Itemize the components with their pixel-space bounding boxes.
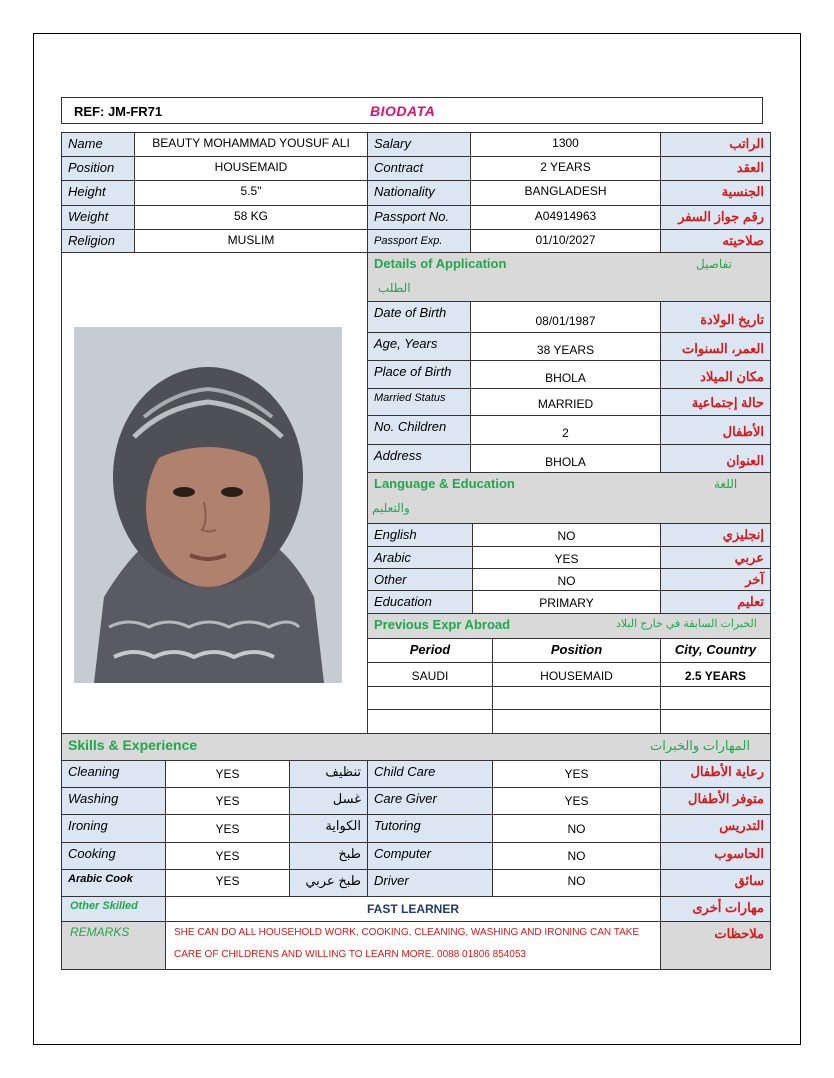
label-weight: Weight	[61, 205, 135, 230]
ar-other-lang: آخر	[660, 568, 771, 591]
section-skills	[61, 733, 771, 761]
skill-value-ironing: YES	[165, 814, 290, 843]
exp-header-city: City, Country	[660, 638, 771, 663]
section-application-ar-2: الطلب	[378, 281, 411, 295]
value-children: 2	[470, 415, 661, 445]
skill-value-cooking: YES	[165, 842, 290, 870]
skill-ar-tutoring: التدريس	[660, 814, 771, 843]
exp-row-3-period	[367, 709, 493, 734]
doc-title: BIODATA	[370, 103, 436, 119]
label-children: No. Children	[367, 415, 471, 445]
skill-ar-arabic-cook: طبخ عربي	[289, 869, 368, 897]
exp-row-3-position	[492, 709, 661, 734]
label-education: Education	[367, 590, 473, 614]
skill-label-care-giver: Care Giver	[367, 787, 493, 815]
ar-nationality: الجنسية	[660, 180, 771, 206]
skill-label-washing: Washing	[61, 787, 166, 815]
skill-label-cleaning: Cleaning	[61, 760, 166, 788]
value-dob: 08/01/1987	[470, 301, 661, 333]
skill-value-cleaning: YES	[165, 760, 290, 788]
value-passport-exp: 01/10/2027	[470, 229, 661, 253]
ar-dob: تاريخ الولادة	[660, 301, 771, 333]
value-height: 5.5"	[134, 180, 368, 206]
skill-label-computer: Computer	[367, 842, 493, 870]
skill-label-driver: Driver	[367, 869, 493, 897]
remarks-line-2: CARE OF CHILDRENS AND WILLING TO LEARN MORE. 0088 01806 854053	[174, 949, 526, 960]
remarks-ar: ملاحظات	[660, 921, 771, 970]
ar-passport-exp: صلاحيته	[660, 229, 771, 253]
section-experience	[367, 613, 771, 639]
value-contract: 2 YEARS	[470, 156, 661, 181]
remarks-label: REMARKS	[61, 921, 166, 970]
section-language	[367, 472, 771, 524]
skill-value-care-giver: YES	[492, 787, 661, 815]
label-position: Position	[61, 156, 135, 181]
value-nationality: BANGLADESH	[470, 180, 661, 206]
other-skilled-ar: مهارات أخرى	[660, 896, 771, 922]
section-experience-ar: الخبرات السابقة في خارج البلاد	[616, 618, 757, 630]
skill-value-computer: NO	[492, 842, 661, 870]
label-place-of-birth: Place of Birth	[367, 360, 471, 389]
label-other-lang: Other	[367, 568, 473, 591]
exp-row-2-position	[492, 686, 661, 710]
value-address: BHOLA	[470, 444, 661, 473]
section-language-ar-2: والتعليم	[372, 501, 410, 515]
other-skilled-label: Other Skilled	[61, 896, 166, 922]
ar-place-of-birth: مكان الميلاد	[660, 360, 771, 389]
ref-bar	[61, 97, 763, 124]
label-dob: Date of Birth	[367, 301, 471, 333]
value-passport-no: A04914963	[470, 205, 661, 230]
ar-education: تعليم	[660, 590, 771, 614]
exp-row-1-city: 2.5 YEARS	[660, 662, 771, 687]
value-other-lang: NO	[472, 568, 661, 591]
skill-label-ironing: Ironing	[61, 814, 166, 843]
skill-ar-cleaning: تنظيف	[289, 760, 368, 788]
ref-number: REF: JM-FR71	[74, 104, 163, 119]
exp-header-period: Period	[367, 638, 493, 663]
ar-address: العنوان	[660, 444, 771, 473]
label-nationality: Nationality	[367, 180, 471, 206]
skill-label-cooking: Cooking	[61, 842, 166, 870]
skill-value-washing: YES	[165, 787, 290, 815]
label-salary: Salary	[367, 132, 471, 157]
skill-ar-care-giver: متوفر الأطفال	[660, 787, 771, 815]
skill-ar-child-care: رعاية الأطفال	[660, 760, 771, 788]
value-religion: MUSLIM	[134, 229, 368, 253]
section-language-title: Language & Education	[374, 476, 515, 491]
exp-row-1-period: SAUDI	[367, 662, 493, 687]
value-education: PRIMARY	[472, 590, 661, 614]
value-position: HOUSEMAID	[134, 156, 368, 181]
skill-value-tutoring: NO	[492, 814, 661, 843]
label-religion: Religion	[61, 229, 135, 253]
value-weight: 58 KG	[134, 205, 368, 230]
applicant-photo	[74, 327, 342, 683]
section-skills-title: Skills & Experience	[68, 737, 198, 753]
exp-row-1-position: HOUSEMAID	[492, 662, 661, 687]
skill-label-child-care: Child Care	[367, 760, 493, 788]
remarks-text	[165, 921, 661, 970]
portrait-illustration	[74, 327, 342, 683]
section-application	[367, 252, 771, 302]
value-age: 38 YEARS	[470, 332, 661, 361]
ar-married-status: حالة إجتماعية	[660, 388, 771, 416]
section-skills-ar: المهارات والخبرات	[650, 738, 750, 753]
label-address: Address	[367, 444, 471, 473]
label-english: English	[367, 523, 473, 547]
section-language-ar-1: اللغة	[714, 477, 738, 491]
remarks-line-1: SHE CAN DO ALL HOUSEHOLD WORK, COOKING, CLEANING, WASHING AND IRONING CAN TAKE	[174, 927, 640, 938]
ar-salary: الراتب	[660, 132, 771, 157]
skill-value-arabic-cook: YES	[165, 869, 290, 897]
skill-ar-driver: سائق	[660, 869, 771, 897]
skill-value-driver: NO	[492, 869, 661, 897]
label-arabic: Arabic	[367, 546, 473, 569]
exp-header-position: Position	[492, 638, 661, 663]
ar-age: العمر، السنوات	[660, 332, 771, 361]
label-contract: Contract	[367, 156, 471, 181]
ar-children: الأطفال	[660, 415, 771, 445]
value-place-of-birth: BHOLA	[470, 360, 661, 389]
value-arabic: YES	[472, 546, 661, 569]
label-height: Height	[61, 180, 135, 206]
other-skilled-value: FAST LEARNER	[165, 896, 661, 922]
label-passport-exp: Passport Exp.	[367, 229, 471, 253]
skill-ar-ironing: الكواية	[289, 814, 368, 843]
skill-label-tutoring: Tutoring	[367, 814, 493, 843]
exp-row-2-period	[367, 686, 493, 710]
exp-row-2-city	[660, 686, 771, 710]
label-married-status: Married Status	[367, 388, 471, 416]
label-passport-no: Passport No.	[367, 205, 471, 230]
label-age: Age, Years	[367, 332, 471, 361]
skill-ar-computer: الحاسوب	[660, 842, 771, 870]
ar-arabic: عربي	[660, 546, 771, 569]
ar-contract: العقد	[660, 156, 771, 181]
label-name: Name	[61, 132, 135, 157]
skill-ar-washing: غسل	[289, 787, 368, 815]
skill-label-arabic-cook: Arabic Cook	[61, 869, 166, 897]
ar-passport-no: رقم جواز السفر	[660, 205, 771, 230]
value-name: BEAUTY MOHAMMAD YOUSUF ALI	[134, 132, 368, 157]
section-application-title: Details of Application	[374, 256, 507, 271]
section-experience-title: Previous Expr Abroad	[374, 617, 511, 632]
skill-ar-cooking: طبخ	[289, 842, 368, 870]
section-application-ar-1: تفاصيل	[696, 257, 732, 271]
value-english: NO	[472, 523, 661, 547]
value-married-status: MARRIED	[470, 388, 661, 416]
skill-value-child-care: YES	[492, 760, 661, 788]
value-salary: 1300	[470, 132, 661, 157]
ar-english: إنجليزي	[660, 523, 771, 547]
exp-row-3-city	[660, 709, 771, 734]
